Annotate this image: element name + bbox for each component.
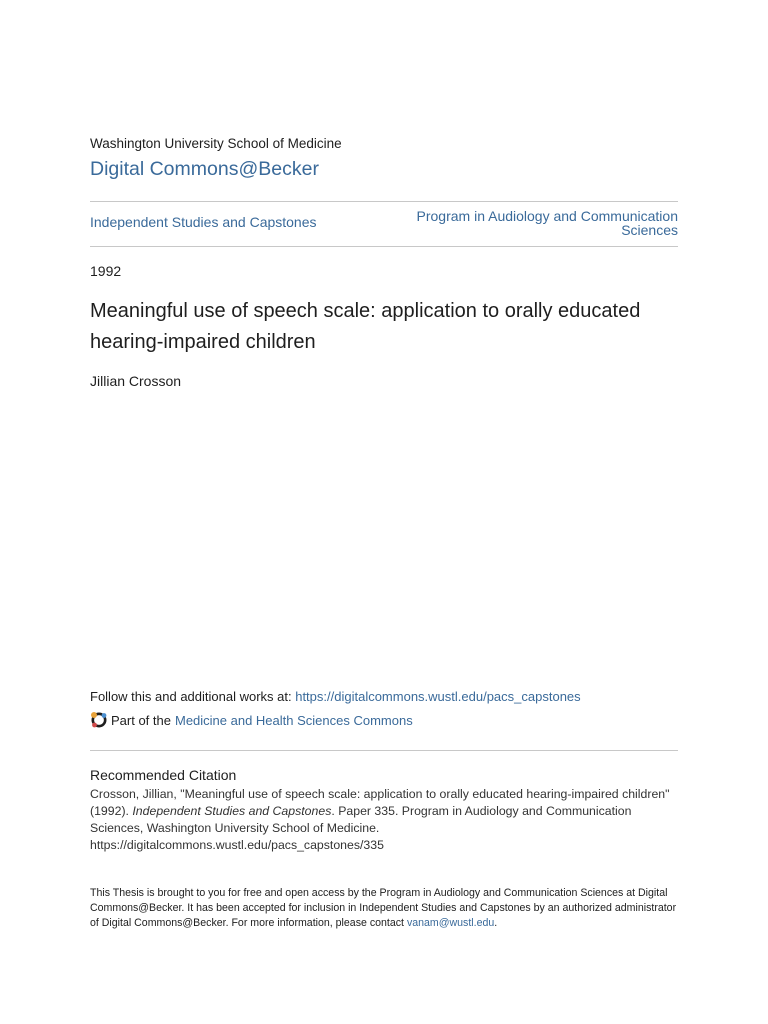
contact-email-link[interactable]: vanam@wustl.edu: [406, 917, 495, 929]
program-link[interactable]: Program in Audiology and Communication Sciences: [416, 208, 678, 238]
part-of-line: [90, 711, 413, 729]
follow-prefix: Follow this and additional works at:: [90, 689, 296, 704]
follow-url-link[interactable]: https://digitalcommons.wustl.edu/pacs_capstones: [295, 689, 581, 704]
follow-line: [90, 689, 581, 704]
divider-citation: [90, 750, 678, 751]
citation-url: https://digitalcommons.wustl.edu/pacs_capstones/335: [90, 838, 384, 852]
access-notice-end: .: [494, 917, 498, 929]
divider-collections: [90, 246, 678, 247]
commons-link[interactable]: Medicine and Health Sciences Commons: [174, 712, 413, 728]
institution-name: Washington University School of Medicine: [90, 136, 342, 151]
citation-text: [90, 786, 680, 854]
citation-part-1: Crosson, Jillian, "Meaningful use of speech scale: application to orally educated hearing-impaired children" (1992).: [90, 787, 670, 818]
citation-journal: Independent Studies and Capstones: [132, 804, 332, 818]
network-commons-icon: [90, 711, 108, 729]
access-notice-text: This Thesis is brought to you for free and open access by the Program in Audiology and Communication Sciences at Digital Commons@Becker. It has been accepted for inclusion in Independent Studies and Capstones by an authorized administrator of Digital Commons@Becker. For more information, please contact: [90, 887, 677, 929]
series-link[interactable]: Independent Studies and Capstones: [90, 214, 317, 230]
citation-heading: Recommended Citation: [90, 767, 237, 783]
part-of-prefix: Part of the: [111, 712, 171, 728]
author-name: Jillian Crosson: [90, 373, 182, 389]
publication-year: 1992: [90, 263, 122, 279]
divider-top: [90, 201, 678, 202]
access-notice: [90, 886, 682, 931]
document-title: Meaningful use of speech scale: application to orally educated hearing-impaired children: [90, 300, 641, 353]
repository-link[interactable]: Digital Commons@Becker: [90, 158, 319, 180]
citation-part-2: . Paper 335. Program in Audiology and Communication Sciences, Washington University School of Medicine.: [90, 804, 632, 835]
